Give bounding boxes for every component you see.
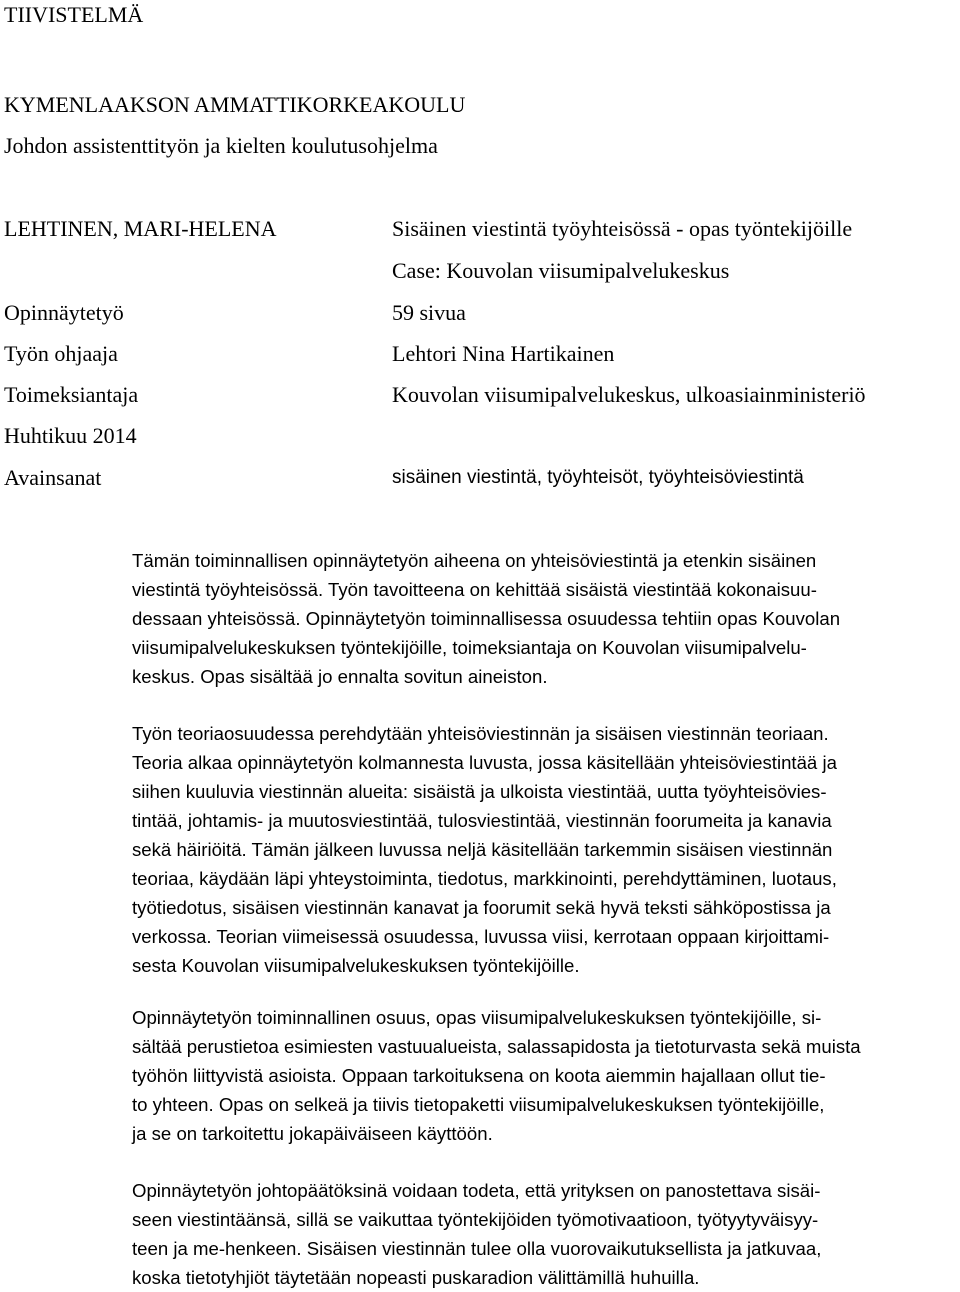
text-line: työhön liittyvistä asioista. Oppaan tarkoituksena on koota aiemmin hajallaan ollut tie- — [132, 1065, 826, 1086]
keywords-label: Avainsanat — [4, 465, 102, 490]
text-line: sältää perustietoa esimiesten vastuualueista, salassapidosta ja tietoturvasta sekä muista — [132, 1036, 861, 1057]
client-name: Kouvolan viisumipalvelukeskus, ulkoasiainministeriö — [392, 382, 866, 407]
text-line: dessaan yhteisössä. Opinnäytetyön toiminnallisessa osuudessa tehtiin opas Kouvolan — [132, 608, 841, 629]
text-line: Tämän toiminnallisen opinnäytetyön aiheena on yhteisöviestintä ja etenkin sisäinen — [132, 550, 817, 571]
text-line: Työn teoriaosuudessa perehdytään yhteisöviestinnän ja sisäisen viestinnän teoriaan. — [132, 723, 829, 744]
text-line: to yhteen. Opas on selkeä ja tiivis tietopaketti viisumipalvelukeskuksen työntekijöille, — [132, 1094, 825, 1115]
text-line: verkossa. Teorian viimeisessä osuudessa, luvussa viisi, kerrotaan oppaan kirjoittami- — [132, 926, 830, 947]
abstract-paragraph-2 — [132, 719, 960, 980]
thesis-case: Case: Kouvolan viisumipalvelukeskus — [392, 258, 730, 283]
text-line: työtiedotus, sisäisen viestinnän kanavat ja foorumit sekä hyvä teksti sähköpostissa ja — [132, 897, 831, 918]
author-name: LEHTINEN, MARI-HELENA — [4, 216, 277, 241]
degree-program: Johdon assistenttityön ja kielten koulutusohjelma — [4, 133, 438, 158]
thesis-type-label: Opinnäytetyö — [4, 300, 124, 325]
text-line: koska tietotyhjiöt täytetään nopeasti puskaradion välittämillä huhuilla. — [132, 1267, 700, 1288]
supervisor-name: Lehtori Nina Hartikainen — [392, 341, 615, 366]
text-line: Teoria alkaa opinnäytetyön kolmannesta luvusta, jossa käsitellään yhteisöviestintää ja — [132, 752, 837, 773]
text-line: sekä häiriöitä. Tämän jälkeen luvussa neljä käsitellään tarkemmin sisäisen viestinnän — [132, 839, 833, 860]
page-title: TIIVISTELMÄ — [4, 2, 144, 27]
keywords-value: sisäinen viestintä, työyhteisöt, työyhteisöviestintä — [392, 467, 804, 488]
text-line: ja se on tarkoitettu jokapäiväiseen käyttöön. — [132, 1123, 493, 1144]
abstract-paragraph-1 — [132, 546, 960, 691]
client-label: Toimeksiantaja — [4, 382, 139, 407]
text-line: tintää, johtamis- ja muutosviestintää, tulosviestintää, viestinnän foorumeita ja kanavia — [132, 810, 832, 831]
text-line: viisumipalvelukeskuksen työntekijöille, toimeksiantaja on Kouvolan viisumipalvelu- — [132, 637, 807, 658]
text-line: sesta Kouvolan viisumipalvelukeskuksen työntekijöille. — [132, 955, 580, 976]
text-line: Opinnäytetyön toiminnallinen osuus, opas viisumipalvelukeskuksen työntekijöille, si- — [132, 1007, 822, 1028]
supervisor-label: Työn ohjaaja — [4, 341, 118, 366]
abstract-paragraph-3 — [132, 1003, 960, 1148]
thesis-title: Sisäinen viestintä työyhteisössä - opas työntekijöille — [392, 216, 853, 241]
publication-date: Huhtikuu 2014 — [4, 423, 137, 448]
text-line: teoriaa, käydään läpi yhteystoiminta, tiedotus, markkinointi, perehdyttäminen, luotaus, — [132, 868, 837, 889]
text-line: keskus. Opas sisältää jo ennalta sovitun aineiston. — [132, 666, 548, 687]
text-line: seen viestintäänsä, sillä se vaikuttaa työntekijöiden työmotivaatioon, työtyytyväisyy- — [132, 1209, 819, 1230]
text-line: siihen kuuluvia viestinnän alueita: sisäistä ja ulkoista viestintää, uutta työyhteisövies- — [132, 781, 827, 802]
abstract-paragraph-4 — [132, 1176, 960, 1292]
text-line: Opinnäytetyön johtopäätöksinä voidaan todeta, että yrityksen on panostettava sisäi- — [132, 1180, 821, 1201]
school-name: KYMENLAAKSON AMMATTIKORKEAKOULU — [4, 92, 466, 117]
text-line: teen ja me-henkeen. Sisäisen viestinnän tulee olla vuorovaikutuksellista ja jatkuvaa, — [132, 1238, 822, 1259]
page-count: 59 sivua — [392, 300, 466, 325]
text-line: viestintä työyhteisössä. Työn tavoitteena on kehittää sisäistä viestintää kokonaisuu- — [132, 579, 817, 600]
